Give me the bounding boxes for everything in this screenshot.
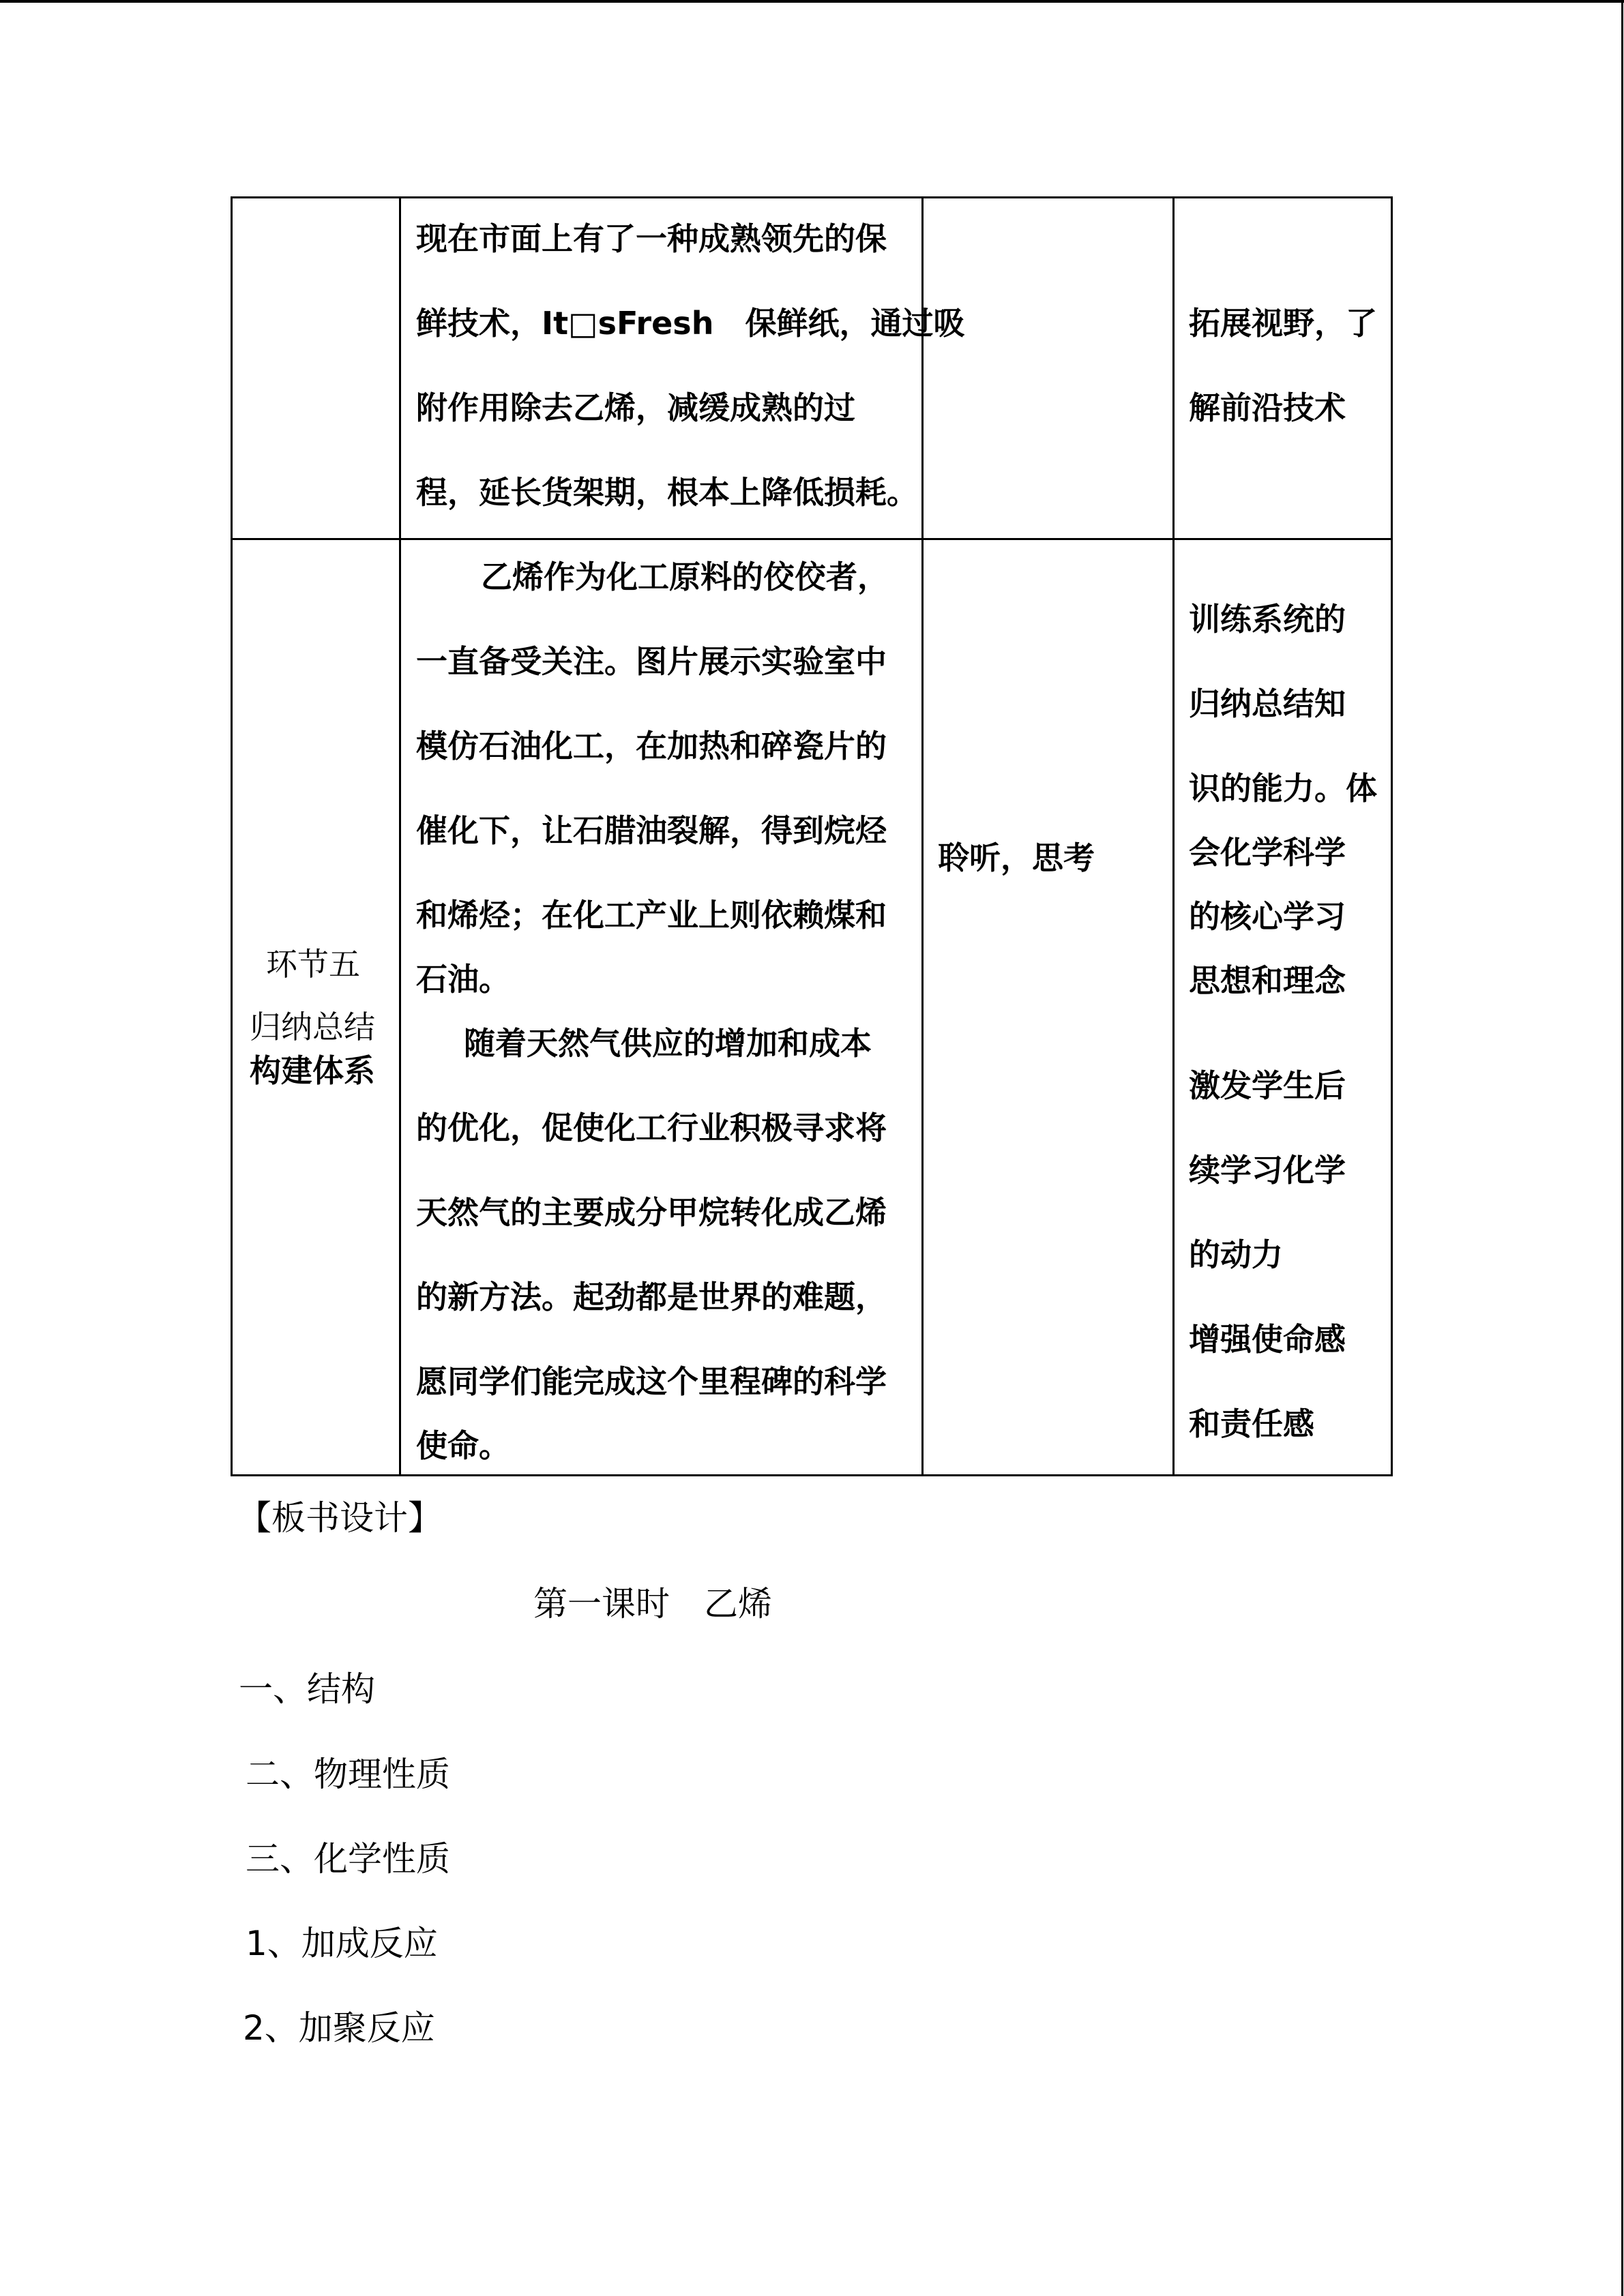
row2-content-line: 模仿石油化工，在加热和碎瓷片的 xyxy=(416,728,887,764)
table-col-divider-2 xyxy=(921,196,924,1476)
row1-content-line: 鲜技术，It□sFresh 保鲜纸，通过吸 xyxy=(416,305,965,342)
row2-intent-line: 归纳总结知 xyxy=(1189,685,1346,722)
board-item: 二、物理性质 xyxy=(246,1755,450,1794)
row2-intent-line: 的核心学习 xyxy=(1189,898,1346,935)
board-item: 三、化学性质 xyxy=(246,1839,450,1879)
stage-label: 环节五 xyxy=(266,946,360,983)
row2-intent-line: 续学习化学 xyxy=(1189,1152,1346,1189)
row1-content-line: 附作用除去乙烯，减缓成熟的过 xyxy=(416,389,855,426)
board-item: 1、加成反应 xyxy=(246,1924,438,1963)
row2-content-line: 的新方法。起劲都是世界的难题， xyxy=(416,1279,887,1315)
row1-intent-line: 拓展视野，了 xyxy=(1189,305,1377,342)
row2-intent-line: 的动力 xyxy=(1189,1236,1283,1273)
table-col-divider-1 xyxy=(399,196,401,1476)
row2-content-line: 的优化，促使化工行业积极寻求将 xyxy=(416,1109,887,1146)
row2-content-line: 随着天然气供应的增加和成本 xyxy=(464,1025,872,1062)
page-border-right xyxy=(1621,0,1623,2296)
row2-intent-line: 会化学科学 xyxy=(1189,834,1346,871)
row2-intent-line: 识的能力。体 xyxy=(1189,770,1377,807)
table-border-top xyxy=(231,196,1393,198)
stage-label: 归纳总结 xyxy=(250,1009,375,1045)
page-border-top xyxy=(0,0,1624,3)
row1-content-line: 程，延长货架期，根本上降低损耗。 xyxy=(416,474,918,511)
board-design-title: 第一课时 乙烯 xyxy=(533,1584,772,1624)
row2-intent-line: 训练系统的 xyxy=(1189,601,1346,638)
row1-intent-line: 解前沿技术 xyxy=(1189,389,1346,426)
row2-content-line: 石油。 xyxy=(416,961,510,998)
board-design-heading: 【板书设计】 xyxy=(237,1498,442,1538)
table-row-divider xyxy=(231,538,1393,540)
row2-content-line: 催化下，让石腊油裂解，得到烷烃 xyxy=(416,812,887,849)
stage-label: 构建体系 xyxy=(250,1052,375,1089)
board-item: 一、结构 xyxy=(239,1669,375,1709)
row2-content-line: 乙烯作为化工原料的佼佼者， xyxy=(481,558,889,595)
row2-intent-line: 增强使命感 xyxy=(1189,1321,1346,1358)
row2-intent-line: 思想和理念 xyxy=(1189,962,1346,999)
row2-content-line: 使命。 xyxy=(416,1427,510,1464)
row1-content-line: 现在市面上有了一种成熟领先的保 xyxy=(416,220,887,257)
table-border-left xyxy=(231,196,233,1476)
row2-content-line: 天然气的主要成分甲烷转化成乙烯 xyxy=(416,1194,887,1231)
row2-content-line: 和烯烃；在化工产业上则依赖煤和 xyxy=(416,897,887,934)
table-col-divider-3 xyxy=(1172,196,1175,1476)
table-border-bottom xyxy=(231,1474,1393,1476)
board-item: 2、加聚反应 xyxy=(243,2008,435,2048)
row2-content-line: 愿同学们能完成这个里程碑的科学 xyxy=(416,1363,887,1400)
row2-content-line: 一直备受关注。图片展示实验室中 xyxy=(416,643,887,680)
table-border-right xyxy=(1391,196,1393,1476)
row2-student-activity: 聆听，思考 xyxy=(938,839,1095,876)
row2-intent-line: 和责任感 xyxy=(1189,1405,1314,1442)
row2-intent-line: 激发学生后 xyxy=(1189,1067,1346,1104)
